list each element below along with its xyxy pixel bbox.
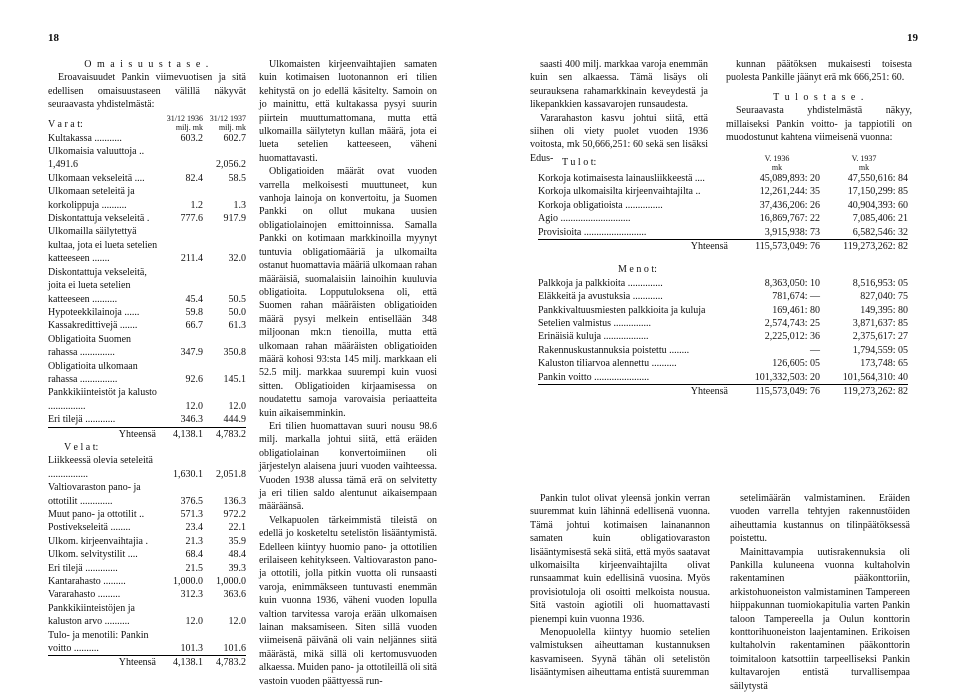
intro-paragraph: Eroavaisuudet Pankin viimevuotisen ja sitä edellisen omaisuustaseen välillä näkyvät seuraavasta yhdistelmästä: xyxy=(48,72,246,111)
row-label: Korkoja obligatioista ............... xyxy=(538,199,663,211)
table-row xyxy=(48,333,246,360)
row-value: 39.3 xyxy=(228,562,246,574)
page-number: 19 xyxy=(907,32,918,44)
table-row xyxy=(538,185,908,198)
row-value: 40,904,393: 60 xyxy=(847,199,908,211)
row-label: Ulkomailla säilytettyä kultaa, jota ei lueta setelien katteeseen ....... xyxy=(48,226,158,265)
row-value: 32.0 xyxy=(228,253,246,265)
row-value: 92.6 xyxy=(185,373,203,385)
row-label: Vararahasto ......... xyxy=(48,589,121,601)
tulot-heading: T u l o t: xyxy=(562,157,597,169)
paragraph: Vararahaston kasvu johtui siitä, että siihen oli viety puolet vuoden 1936 voitosta, mk 50,666,251: 60 sekä sen lisäksi Edus- xyxy=(530,112,708,164)
table-row xyxy=(538,226,908,240)
row-value: 917.9 xyxy=(223,213,246,225)
row-label: Pankin voitto ...................... xyxy=(538,371,650,383)
row-label: Diskontattuja vekseleitä . xyxy=(48,213,150,225)
row-label: Muut pano- ja ottotilit .. xyxy=(48,509,145,520)
col-1936-unit: mk xyxy=(771,163,783,172)
row-label: Agio ............................ xyxy=(538,213,631,225)
row-value: 12,261,244: 35 xyxy=(759,186,820,198)
table-row xyxy=(538,304,908,317)
table-row xyxy=(48,319,246,332)
row-label: Setelien valmistus ............... xyxy=(538,318,652,330)
row-label: Kultakassa ........... xyxy=(48,132,122,144)
row-value: 48.4 xyxy=(228,549,246,561)
row-value: 145.1 xyxy=(223,373,246,385)
row-value: 16,869,767: 22 xyxy=(759,213,820,225)
row-label: Kaluston tiliarvoa alennettu .......... xyxy=(538,358,677,370)
row-label: Eläkkeitä ja avustuksia ............ xyxy=(538,291,663,303)
table-row xyxy=(48,629,246,656)
paragraph: Obligatioiden määrät ovat vuoden varrella melkoisesti muuttuneet, kun vanhoja lainoja on konvertoitu, ja Suomen Pankki on ollut mukana uusien obligatiolainojen emittoinnissa. Samalla Pankki on kotimaan markkinoilla myynyt tuntuvia obligatiomääriä ja ulkomailta ostanut huomattavia määriä ulkomaan rahan määräisiä, suomalaisiin lainoihin kuuluvia obligatioita. Lopputuloksena oli, että Suomen rahan määräisten obligatioiden määrä pysyi melkein entisellään 348 miljoonan mk:n tienoilla, mutta että ulkomaan rahan määräisten obligatioiden määrä kohosi 93:sta 145 milj. markkaan eli 52.5 milj. markkaa suurempi kuin vuosi sitten. Obligatioiden kirjaamisessa on noudatettu samoja varovaisia periaatteita kuin aikaisemminkin. xyxy=(259,166,437,419)
row-value: 37,436,206: 26 xyxy=(759,199,820,211)
paragraph: Eri tilien huomattavan suuri nousu 98.6 milj. markalla johtui siitä, että eräiden obligatiolainan konvertoimiinen oli järjestelyn alaisena juuri vuoden vaihteessa. Vuoden 1938 alussa tämä erä on selvitetty ja eri tilien saldo alentunut aikaisempaan määräänsä. xyxy=(259,420,437,513)
row-value: 12.0 xyxy=(185,616,203,628)
row-value: — xyxy=(810,344,820,356)
paragraph: Pankin tulot olivat yleensä jonkin verran suuremmat kuin lähinnä edellisenä vuonna. Tämä johtui kotimaisen lainanannon samaten kuin obligatiovaraston lisääntymisestä sekä siitä, että myös saatavat ulkomaisilta kirjeenvaihtajilta olivat runsaammat kuin edellisinä vuosina. Myös provisiotuloja oli osoitti melkoista nousua. Sitä vastoin agiotili oli huomattavasti pienempi kuin vuonna 1936. xyxy=(530,493,710,625)
row-value: 211.4 xyxy=(180,253,203,265)
income-total-row: Yhteensä 115,573,049: 76 119,273,262: 82 xyxy=(538,240,908,254)
row-value: 972.2 xyxy=(223,509,246,520)
row-value: 3,915,938: 73 xyxy=(764,226,820,238)
row-value: 363.6 xyxy=(223,589,246,601)
row-value: 12.0 xyxy=(185,400,203,412)
text-column-lower-right xyxy=(730,492,910,693)
row-label: Ulkom. selvitystilit .... xyxy=(48,549,138,561)
table-row xyxy=(538,290,908,303)
table-row xyxy=(48,454,246,481)
table-row xyxy=(48,508,246,521)
row-value: 2,051.8 xyxy=(216,468,246,480)
paragraph: saasti 400 milj. markkaa varoja enemmän kuin sen alkaessa. Tämä lisäys oli seurauksena rahamarkkinain keveydestä ja likepankkien kassavarojen runsaudesta. xyxy=(530,59,708,111)
row-value: 1,630.1 xyxy=(173,468,203,480)
row-value: 169,461: 80 xyxy=(772,304,820,316)
balance-table xyxy=(48,114,246,670)
row-label: Erinäisiä kuluja .................. xyxy=(538,331,649,343)
row-label: Postivekseleitä ........ xyxy=(48,522,131,534)
assets-total-row: Yhteensä 4,138.1 4,783.2 xyxy=(48,427,246,441)
row-label: Tulo- ja menotili: Pankin voitto .......... xyxy=(48,629,149,655)
row-label: Kantarahasto ......... xyxy=(48,576,126,588)
table-row xyxy=(48,225,246,265)
row-value: 59.8 xyxy=(185,306,203,318)
row-value: 101,332,503: 20 xyxy=(754,371,820,383)
balance-column xyxy=(48,58,246,670)
row-value: 2,574,743: 25 xyxy=(764,318,820,330)
text-column-upper-right xyxy=(726,58,912,144)
row-value: 444.9 xyxy=(223,414,246,426)
row-value: 8,363,050: 10 xyxy=(764,277,820,289)
row-value: 50.0 xyxy=(228,306,246,318)
row-value: 1.3 xyxy=(233,199,246,211)
assets-heading: V a r a t: xyxy=(48,119,83,131)
row-value: 2,375,617: 27 xyxy=(852,331,908,343)
income-table xyxy=(538,154,908,399)
row-label: Pankkikiinteistöjen ja kaluston arvo .......... xyxy=(48,602,135,628)
row-value: 827,040: 75 xyxy=(860,291,908,303)
col-1936-head: V. 1936 xyxy=(764,154,790,163)
row-label: Kassakredittivejä ....... xyxy=(48,320,138,332)
table-row xyxy=(538,357,908,370)
text-column xyxy=(259,58,437,688)
row-label: Hypoteekkilainoja ...... xyxy=(48,306,140,318)
liabilities-total-row: Yhteensä 4,138.1 4,783.2 xyxy=(48,656,246,670)
row-value: 1.2 xyxy=(190,199,203,211)
row-label: Korkoja ulkomaisilta kirjeenvaihtajilta .. xyxy=(538,186,701,198)
row-label: Provisioita ......................... xyxy=(538,226,647,238)
table-row xyxy=(48,521,246,534)
row-label: Eri tilejä ............ xyxy=(48,414,116,426)
table-row xyxy=(48,185,246,212)
paragraph: Menopuolella kiintyy huomio setelien valmistuksen aiheuttaman kustannuksen kasvamiseen. Syynä tähän oli setelistön lisääntymisen aiheuttama entistä suuremman xyxy=(530,627,710,679)
row-value: 350.8 xyxy=(223,347,246,359)
row-value: 23.4 xyxy=(185,522,203,534)
col-1937-head: 31/12 1937 xyxy=(209,113,246,123)
page-number: 18 xyxy=(48,32,59,44)
row-label: Palkkoja ja palkkioita .............. xyxy=(538,277,663,289)
row-value: 777.6 xyxy=(180,213,203,225)
col-1937-unit: milj. mk xyxy=(218,122,246,132)
row-label: Ulkomaan seteleitä ja korkolippuja .......... xyxy=(48,186,135,211)
liabilities-heading-row xyxy=(48,441,246,454)
table-row xyxy=(48,360,246,387)
section-heading: T u l o s t a s e . xyxy=(773,91,865,103)
row-value: 126,605: 05 xyxy=(772,358,820,370)
row-label: Rakennuskustannuksia poistettu ........ xyxy=(538,344,690,356)
table-row xyxy=(48,602,246,629)
row-value: 82.4 xyxy=(185,172,203,184)
paragraph: Velkapuolen tärkeimmistä tileistä on edellä jo kosketeltu setelistön lisääntymistä. Edelleen kiintyy huomio pano- ja ottotilien erilaiseen kehitykseen. Valtiovaraston pano- ja ottotili, jolla pitkin vuotta oli runsaasti varoja, enimmäkseen tuntuvasti enemmän kuin vuonna 1936, väheni vuoden lopulla valtion tarvitessa varoja erään ulkomaisen lainan maksamiseen. Siten sillä vuoden viimeisenä päivänä oli vain neljännes siitä määrästä, mikä sillä oli kertomusvuoden alkaessa. Muiden pano- ja ottotileillä oli sitä vastoin vuoden päättyessä run- xyxy=(259,514,437,687)
row-label: Valtiovaraston pano- ja ottotilit ............. xyxy=(48,482,141,507)
row-value: 1,000.0 xyxy=(173,576,203,588)
text-column-upper-left xyxy=(530,58,708,165)
row-label: Liikkeessä olevia seteleitä ................ xyxy=(48,455,153,480)
row-value: 21.5 xyxy=(185,562,203,574)
row-value: 45,089,893: 20 xyxy=(759,173,820,184)
row-value: 346.3 xyxy=(180,414,203,426)
paragraph: Ulkomaisten kirjeenvaihtajien samaten kuin kotimaisen luotonannon eri tilien kehitystä on jo edellä käsitelty. Samoin on jo mainittu, että kultakassa pysyi suurin piirtein muuttumattomana, mutta että ulkomailla säilytetyn kullan määrä, jota ei lueta setelien katteeseen, väheni huomattavasti. xyxy=(259,59,437,164)
row-value: 66.7 xyxy=(185,320,203,332)
row-label: Obligatioita Suomen rahassa .............. xyxy=(48,333,132,359)
row-label: Obligatioita ulkomaan rahassa ............... xyxy=(48,360,138,385)
right-page xyxy=(480,0,960,695)
row-value: 6,582,546: 32 xyxy=(852,226,908,238)
row-value: 571.3 xyxy=(180,509,203,520)
row-value: 12.0 xyxy=(228,616,246,628)
row-value: 376.5 xyxy=(180,495,203,507)
row-value: 7,085,406: 21 xyxy=(852,213,908,225)
text-column-lower-left xyxy=(530,492,710,680)
row-value: 101,564,310: 40 xyxy=(842,371,908,383)
row-value: 136.3 xyxy=(223,495,246,507)
row-value: 173,748: 65 xyxy=(860,358,908,370)
row-value: 45.4 xyxy=(185,293,203,305)
paragraph: kunnan päätöksen mukaisesti toisesta puolesta Pankille jäänyt erä mk 666,251: 60. xyxy=(726,59,912,84)
table-row xyxy=(48,386,246,413)
table-row xyxy=(48,132,246,145)
row-value: 8,516,953: 05 xyxy=(852,277,908,289)
menot-heading: M e n o t: xyxy=(618,264,657,276)
table-row xyxy=(48,413,246,427)
table-row xyxy=(538,277,908,290)
col-1937-unit: mk xyxy=(858,163,870,172)
table-row xyxy=(538,317,908,330)
row-value: 603.2 xyxy=(180,132,203,144)
row-value: 3,871,637: 85 xyxy=(852,318,908,330)
paragraph: Mainittavampia uutisrakennuksia oli Pankilla kuluneena vuonna kultaholvin rakentaminen pääkonttoriin, arkistohuoneiston valmistaminen Tampereen hiippakunnan tuomiokapitulia varten Pankin taloon Tampereella ja Oulun konttorin konttorihuoneiston laajentaminen. Erikoisen kultaholvin rakentaminen pääkonttorin toimitaloon katsottiin tarpeelliseksi Pankin kultavarojen entistä turvallisempaa säilytystä xyxy=(730,546,910,692)
table-row xyxy=(538,199,908,212)
col-1936-unit: milj. mk xyxy=(175,122,203,132)
row-value: 47,550,616: 84 xyxy=(847,173,908,184)
table-row xyxy=(48,562,246,575)
table-row xyxy=(48,588,246,601)
row-value: 68.4 xyxy=(185,549,203,561)
table-row xyxy=(48,535,246,548)
row-value: 17,150,299: 85 xyxy=(847,186,908,198)
row-value: 781,674: — xyxy=(772,291,820,303)
table-row xyxy=(48,306,246,319)
col-1936-head: 31/12 1936 xyxy=(166,113,203,123)
table-row xyxy=(48,145,246,172)
table-row xyxy=(538,212,908,225)
section-heading: O m a i s u u s t a s e . xyxy=(84,59,210,70)
row-value: 101.6 xyxy=(223,643,246,655)
liabilities-heading: V e l a t: xyxy=(64,441,99,453)
row-value: 2,056.2 xyxy=(216,159,246,171)
row-label: Diskontattuja vekseleitä, joita ei lueta setelien katteeseen .......... xyxy=(48,266,147,305)
row-value: 12.0 xyxy=(228,400,246,412)
row-value: 21.3 xyxy=(185,535,203,547)
table-row xyxy=(48,266,246,306)
table-row xyxy=(48,548,246,561)
row-value: 35.9 xyxy=(228,535,246,547)
row-value: 347.9 xyxy=(180,347,203,359)
expense-total-row: Yhteensä 115,573,049: 76 119,273,262: 82 xyxy=(538,385,908,399)
row-value: 602.7 xyxy=(223,132,246,144)
row-value: 1,794,559: 05 xyxy=(852,344,908,356)
row-value: 312.3 xyxy=(180,589,203,601)
income-statement xyxy=(538,154,908,399)
paragraph: setelimäärän valmistaminen. Eräiden vuoden varrella tehtyjen rakennustöiden aiheuttamia kustannus on tilinpäätöksessä poistettu. xyxy=(730,493,910,545)
row-value: 22.1 xyxy=(228,522,246,534)
balance-header xyxy=(48,114,246,132)
row-label: Pankkivaltuusmiesten palkkioita ja kuluja xyxy=(538,304,706,316)
row-value: 61.3 xyxy=(228,320,246,332)
row-label: Pankkikiinteistöt ja kalusto ............... xyxy=(48,387,157,412)
row-label: Ulkomaan vekseleitä .... xyxy=(48,172,145,184)
row-value: 149,395: 80 xyxy=(860,304,908,316)
table-row xyxy=(48,212,246,225)
table-row xyxy=(48,172,246,185)
row-value: 101.3 xyxy=(180,643,203,655)
row-label: Korkoja kotimaisesta lainausliikkeestä .... xyxy=(538,173,705,184)
row-label: Ulkom. kirjeenvaihtajia . xyxy=(48,535,148,547)
table-row xyxy=(48,481,246,508)
row-value: 58.5 xyxy=(228,172,246,184)
row-label: Ulkomaisia valuuttoja .. 1,491.6 xyxy=(48,146,145,171)
table-row xyxy=(538,172,908,185)
row-value xyxy=(160,145,203,172)
tulostase-intro: Seuraavasta yhdistelmästä näkyy, millaiseksi Pankin voitto- ja tappiotili on muodostunut kahtena viimeisenä vuonna: xyxy=(726,105,912,144)
table-row xyxy=(538,371,908,385)
row-label: Eri tilejä ............. xyxy=(48,562,118,574)
row-value: 2,225,012: 36 xyxy=(764,331,820,343)
row-value: 1,000.0 xyxy=(216,576,246,588)
row-value: 50.5 xyxy=(228,293,246,305)
table-row xyxy=(48,575,246,588)
col-1937-head: V. 1937 xyxy=(851,154,877,163)
table-row xyxy=(538,344,908,357)
table-row xyxy=(538,330,908,343)
